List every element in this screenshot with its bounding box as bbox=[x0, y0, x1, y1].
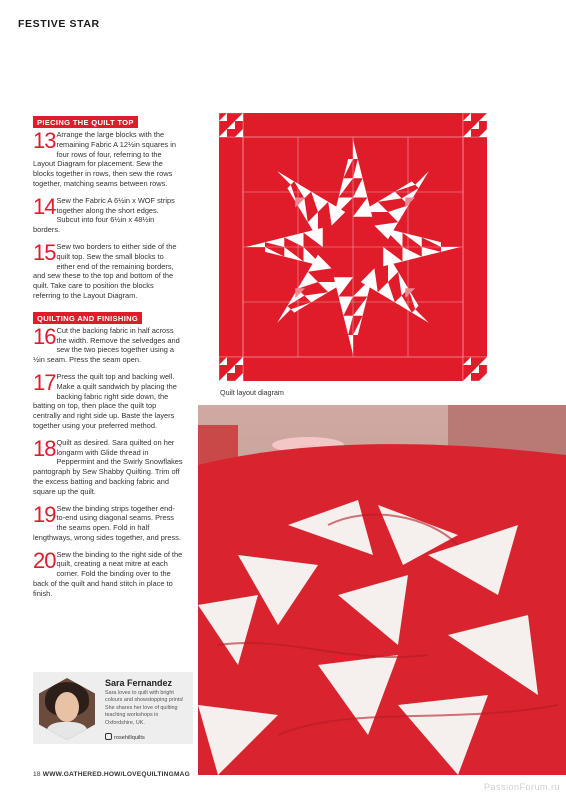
step-17 bbox=[33, 369, 183, 431]
watermark: PassionForum.ru bbox=[483, 782, 560, 792]
quilt-layout-diagram bbox=[219, 113, 487, 381]
step-text: Arrange the large blocks with the remaining Fabric A 12½in squares in four rows of four, referring to the Layout Diagram for placement. Sew the blocks together in rows, then sew the rows together, matching seams between rows. bbox=[33, 130, 177, 188]
section-heading-quilting: QUILTING AND FINISHING bbox=[33, 312, 142, 324]
author-box bbox=[33, 672, 193, 744]
quilt-photo-svg bbox=[198, 405, 566, 775]
author-bio: Sara loves to quilt with bright colours and showstopping prints! She shares her love of quilting teaching workshops in Oxfordshire, UK. bbox=[105, 690, 184, 726]
step-text: Sew the Fabric A 6½in x WOF strips together along the short edges. Subcut into four 6½in x 48½in borders. bbox=[33, 195, 175, 235]
step-15 bbox=[33, 239, 183, 301]
step-number: 18 bbox=[33, 435, 56, 461]
step-13 bbox=[33, 130, 183, 189]
step-text: Quilt as desired. Sara quilted on her longarm with Glide thread in Peppermint and the Swirly Snowflakes pantograph by Sew Shabby Quilting. Trim off the excess batting and backing fabric and square up the quilt. bbox=[33, 437, 183, 496]
step-number: 16 bbox=[33, 323, 56, 349]
step-16 bbox=[33, 323, 183, 365]
author-name: Sara Fernandez bbox=[105, 678, 173, 688]
quilt-diagram-svg bbox=[219, 113, 487, 381]
author-photo bbox=[39, 678, 95, 740]
step-number: 17 bbox=[33, 369, 56, 395]
step-number: 19 bbox=[33, 501, 56, 527]
instructions-column bbox=[33, 112, 183, 606]
step-number: 13 bbox=[33, 128, 56, 153]
instagram-icon bbox=[105, 733, 112, 740]
section-heading-piecing: PIECING THE QUILT TOP bbox=[33, 116, 138, 128]
step-20 bbox=[33, 547, 183, 599]
step-18 bbox=[33, 435, 183, 497]
page-header: FESTIVE STAR bbox=[18, 18, 100, 30]
footer-url[interactable]: WWW.GATHERED.HOW/LOVEQUILTINGMAG bbox=[42, 771, 190, 778]
step-text: Press the quilt top and backing well. Make a quilt sandwich by placing the backing fabric right side down, the batting on top, then place the quilt top centrally and right side up. Baste the layers together using your preferred method. bbox=[33, 371, 177, 430]
step-number: 15 bbox=[33, 239, 56, 265]
step-number: 20 bbox=[33, 547, 56, 573]
step-number: 14 bbox=[33, 193, 56, 219]
step-text: Sew the binding to the right side of the quilt, creating a neat mitre at each corner. Fold the binding over to the back of the quilt and hand stitch in place to finish. bbox=[33, 549, 183, 598]
author-handle-text: rosehillquilts bbox=[114, 735, 145, 741]
page-number: 18 bbox=[33, 771, 41, 778]
step-19 bbox=[33, 501, 183, 543]
step-text: Sew two borders to either side of the quilt top. Sew the small blocks to either end of the remaining borders, and sew these to the top and bottom of the quilt. Take care to position the blocks referring to the Layout Diagram. bbox=[33, 241, 177, 300]
step-text: Sew the binding strips together end-to-end using diagonal seams. Press the seams open. Fold in half lengthways, wrong sides together, and press. bbox=[33, 503, 181, 542]
author-handle[interactable] bbox=[105, 733, 145, 741]
diagram-caption: Quilt layout diagram bbox=[220, 388, 284, 397]
quilt-photo bbox=[198, 405, 566, 775]
step-14 bbox=[33, 193, 183, 235]
page-footer bbox=[33, 771, 190, 778]
step-text: Cut the backing fabric in half across the width. Remove the selvedges and sew the two pieces together using a ½in seam. Press the seam open. bbox=[33, 325, 180, 365]
